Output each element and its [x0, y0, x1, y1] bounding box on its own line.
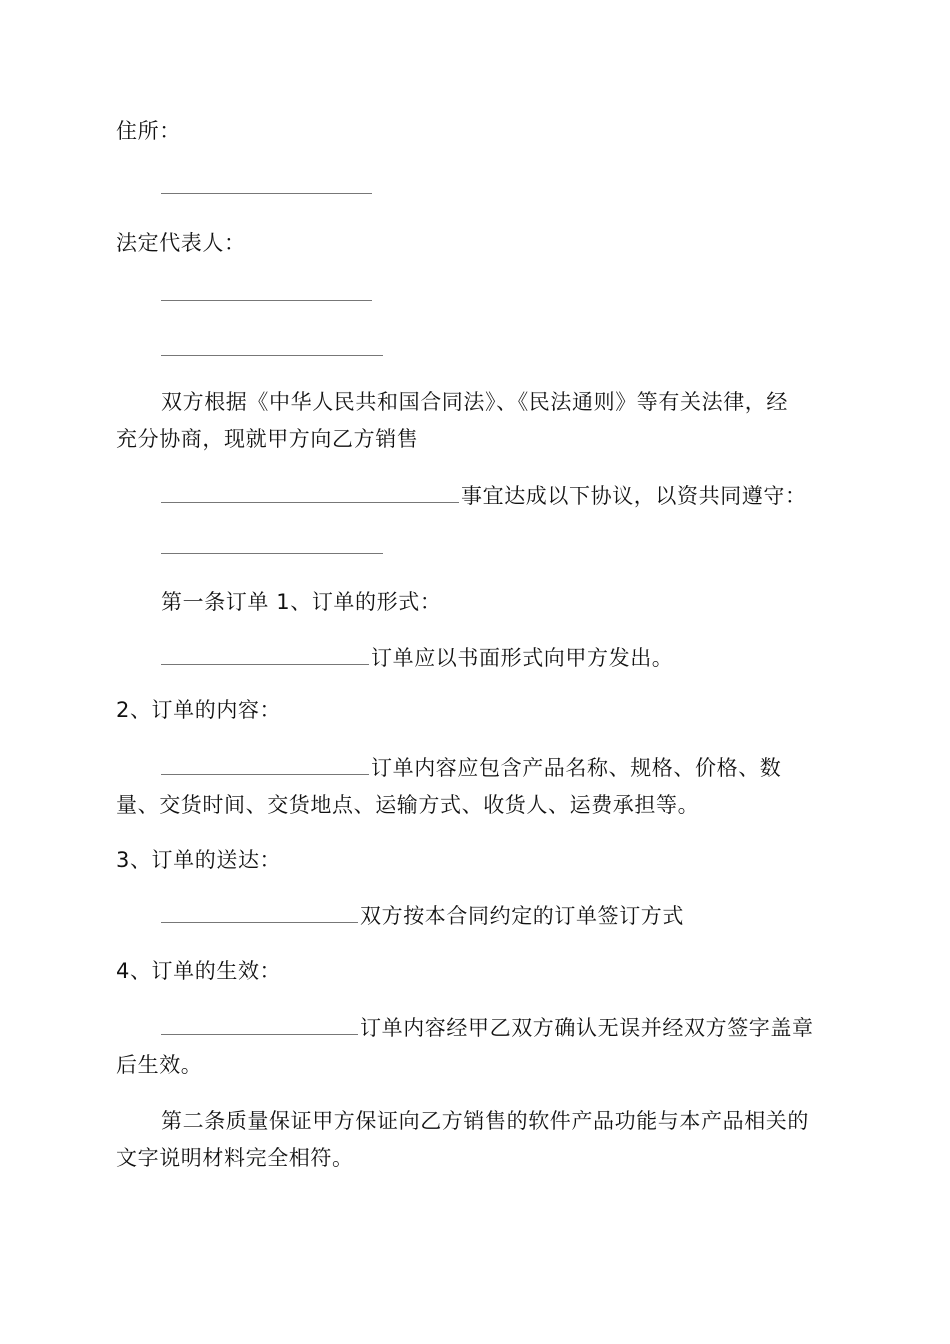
legal-rep-blank	[161, 300, 372, 301]
order-content-label: 2、订单的内容：	[116, 698, 282, 722]
product-blank	[161, 482, 459, 503]
preamble-line-3	[161, 482, 807, 510]
order-effect-blank	[161, 1014, 358, 1035]
order-delivery-line	[161, 902, 684, 930]
article-1-title: 第一条订单 1、订单的形式：	[161, 590, 442, 614]
order-effect-line-2: 后生效。	[116, 1053, 203, 1077]
legal-rep-label: 法定代表人：	[116, 231, 246, 255]
order-form-blank	[161, 644, 369, 665]
order-delivery-label: 3、订单的送达：	[116, 848, 282, 872]
extra-blank-1	[161, 355, 383, 356]
preamble-line-2: 充分协商，现就甲方向乙方销售	[116, 427, 419, 451]
extra-blank-2	[161, 553, 383, 554]
order-content-line-2: 量、交货时间、交货地点、运输方式、收货人、运费承担等。	[116, 793, 700, 817]
domicile-label: 住所：	[116, 119, 181, 143]
article-2-line-1: 第二条质量保证甲方保证向乙方销售的软件产品功能与本产品相关的	[161, 1109, 809, 1133]
preamble-line-1: 双方根据《中华人民共和国合同法》、《民法通则》等有关法律，经	[161, 390, 788, 414]
order-content-blank	[161, 754, 369, 775]
preamble-line-3-text: 事宜达成以下协议，以资共同遵守：	[461, 484, 807, 508]
order-form-line	[161, 644, 673, 672]
domicile-blank	[161, 193, 372, 194]
order-effect-text-1: 订单内容经甲乙双方确认无误并经双方签字盖章	[360, 1016, 814, 1040]
order-content-text-1: 订单内容应包含产品名称、规格、价格、数	[371, 756, 782, 780]
order-effect-line-1	[161, 1014, 814, 1042]
order-effect-label: 4、订单的生效：	[116, 959, 282, 983]
article-2-line-2: 文字说明材料完全相符。	[116, 1146, 354, 1170]
order-content-line-1	[161, 754, 781, 782]
order-delivery-blank	[161, 902, 358, 923]
order-form-text: 订单应以书面形式向甲方发出。	[371, 646, 674, 670]
order-delivery-text: 双方按本合同约定的订单签订方式	[360, 904, 684, 928]
